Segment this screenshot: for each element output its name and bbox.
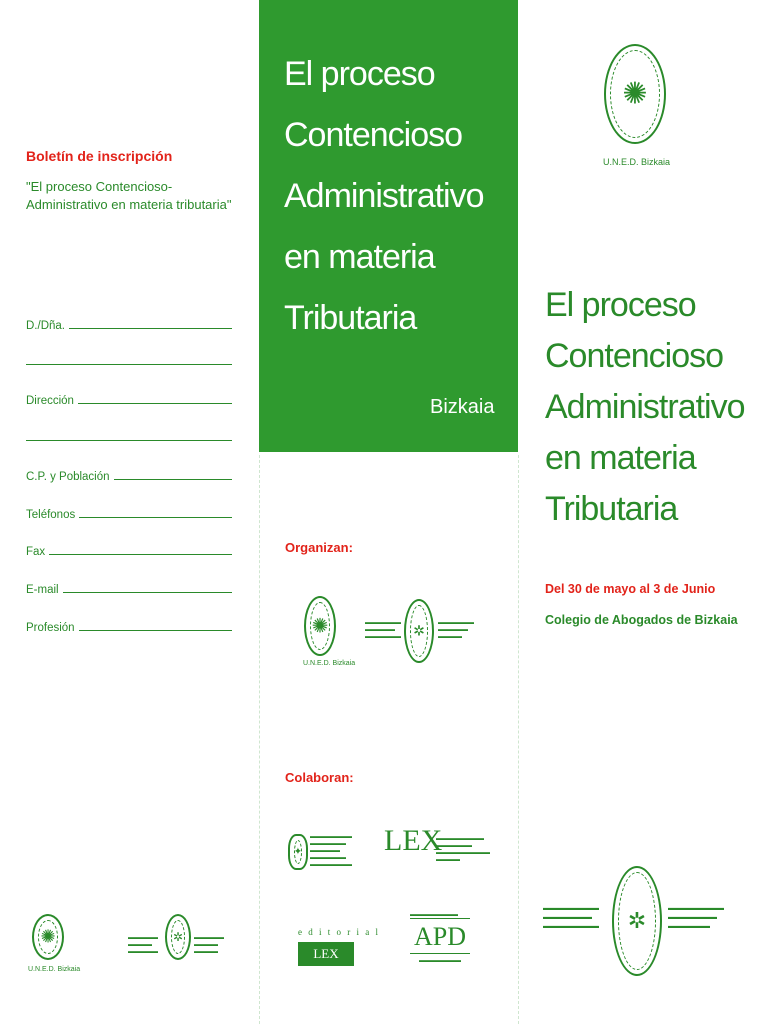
venue: Colegio de Abogados de Bizkaia	[545, 613, 738, 627]
lex-text: ▬▬▬▬▬▬▬▬ ▬▬▬▬▬▬ ▬▬▬▬▬▬▬▬▬ ▬▬▬▬	[436, 836, 490, 863]
right-title-line-5: Tributaria	[545, 490, 678, 528]
cover-title-line-1: El proceso	[284, 55, 435, 93]
organizan-label: Organizan:	[285, 540, 353, 555]
lexnova-editorial: e d i t o r i a l	[298, 927, 380, 937]
dates: Del 30 de mayo al 3 de Junio	[545, 582, 716, 596]
cover-title-line-4: en materia	[284, 238, 435, 276]
right-title-line-1: El proceso	[545, 286, 696, 324]
right-title	[545, 280, 765, 535]
collab-text-1: ▬▬▬▬▬▬▬ ▬▬▬▬▬▬ ▬▬▬▬▬ ▬▬▬▬▬▬ ▬▬▬▬▬▬▬	[310, 834, 352, 868]
org-seal-icon: ✲	[404, 599, 434, 663]
cover-title-line-3: Administrativo	[284, 177, 484, 215]
phones-field[interactable]	[26, 505, 232, 521]
apd-top-text: ▬▬▬▬▬▬▬▬	[410, 912, 458, 918]
phones-label: Teléfonos	[26, 509, 76, 521]
lexnova-logo: LEX NOVA	[298, 942, 354, 966]
postal-field[interactable]	[26, 467, 232, 483]
cover-place: Bizkaia	[430, 396, 495, 418]
profession-field[interactable]	[26, 618, 232, 634]
institution-seal-left-icon: ✲	[165, 914, 191, 960]
form-title: Boletín de inscripción	[26, 148, 173, 164]
collab-shield-icon: ✦	[288, 834, 308, 870]
colegio-text: ▬▬▬▬▬▬▬▬ ▬▬▬▬▬▬▬ ▬▬▬▬▬▬▬▬	[543, 905, 599, 930]
right-title-line-3: Administrativo	[545, 388, 745, 426]
uned-seal-icon: ✺	[32, 914, 64, 960]
lex-logo: LEX	[384, 824, 443, 857]
institution-text-left-2: ▬▬▬▬▬ ▬▬▬▬ ▬▬▬▬	[194, 935, 224, 955]
address-field[interactable]	[26, 391, 232, 407]
org-text-2: ▬▬▬▬▬▬ ▬▬▬▬▬ ▬▬▬▬	[438, 620, 474, 640]
cover-title-line-2: Contencioso	[284, 116, 463, 154]
uned-caption-right: U.N.E.D. Bizkaia	[603, 157, 671, 167]
profession-label: Profesión	[26, 622, 75, 634]
apd-logo: APD	[410, 918, 470, 954]
address-label: Dirección	[26, 395, 74, 407]
postal-label: C.P. y Población	[26, 471, 110, 483]
colegio-text-2: ▬▬▬▬▬▬▬▬ ▬▬▬▬▬▬▬ ▬▬▬▬▬▬	[668, 905, 724, 930]
uned-caption-org: U.N.E.D. Bizkaia	[303, 660, 356, 667]
cover-title-line-5: Tributaria	[284, 299, 417, 337]
address-line-2[interactable]	[26, 440, 232, 441]
name-field[interactable]	[26, 316, 232, 332]
colegio-seal-icon: ✲	[612, 866, 662, 976]
org-text-1: ▬▬▬▬▬▬ ▬▬▬▬▬ ▬▬▬▬▬▬	[365, 620, 401, 640]
form-subtitle: "El proceso Contencioso-Administrativo en materia tributaria"	[26, 179, 232, 212]
email-field[interactable]	[26, 580, 232, 596]
uned-seal-org-icon: ✺	[304, 596, 336, 656]
email-label: E-mail	[26, 584, 59, 596]
fax-label: Fax	[26, 546, 46, 558]
apd-bottom-text: ▬▬▬▬▬▬▬	[419, 958, 461, 964]
name-label: D./Dña.	[26, 320, 65, 332]
fax-field[interactable]	[26, 542, 232, 558]
cover-title	[284, 44, 514, 349]
right-title-line-2: Contencioso	[545, 337, 724, 375]
uned-caption-left: U.N.E.D. Bizkaia	[28, 966, 81, 973]
fold-line-left	[259, 455, 260, 1024]
fold-line-right	[518, 455, 519, 1024]
colaboran-label: Colaboran:	[285, 770, 354, 785]
uned-seal-right-icon: ✺	[604, 44, 666, 144]
name-line-2[interactable]	[26, 364, 232, 365]
right-title-line-4: en materia	[545, 439, 696, 477]
institution-text-left-1: ▬▬▬▬▬ ▬▬▬▬ ▬▬▬▬▬	[128, 935, 158, 955]
